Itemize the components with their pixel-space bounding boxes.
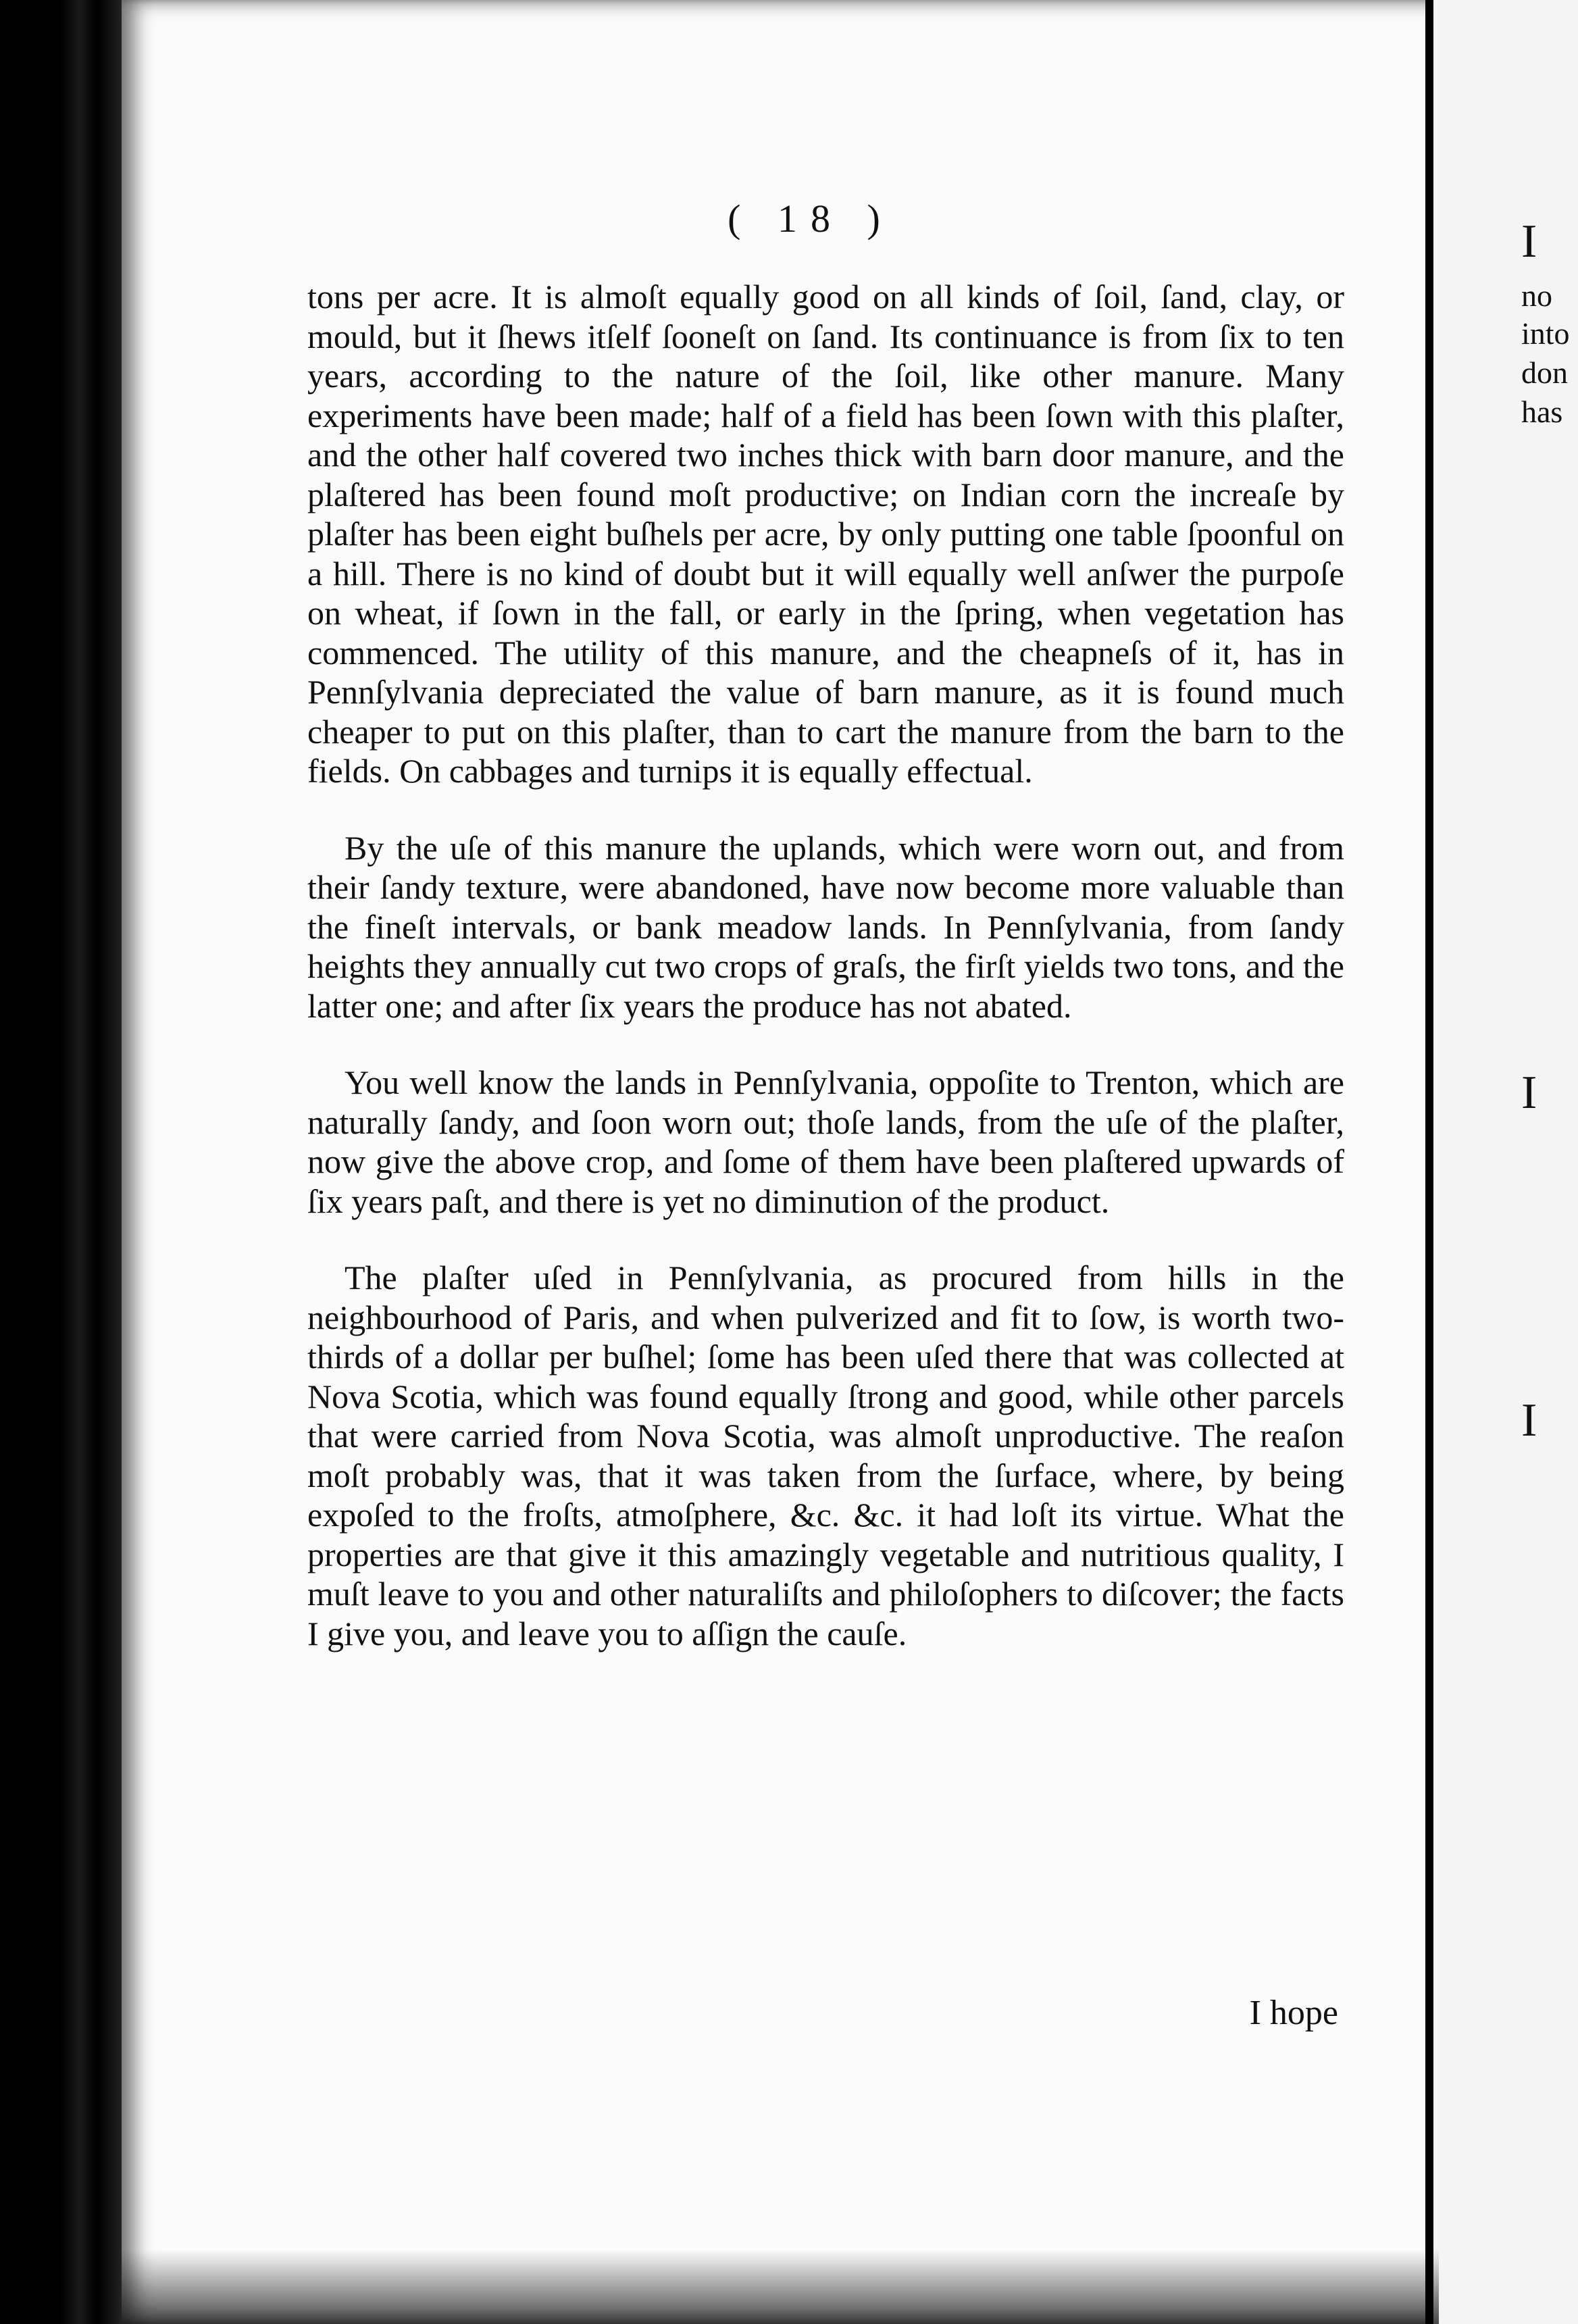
facing-page-fragment: no [1521,278,1552,313]
facing-page-fragment: I [1521,1394,1537,1446]
paragraph: You well know the lands in Pennſylvania, oppoſite to Trenton, which are naturally ſandy, and ſoon worn out; thoſe lands, from the uſe of the plaſter, now give the above crop, and ſome of them have been plaſtered upwards of ſix years paſt, and there is yet no diminution of the product. [307,1063,1344,1220]
paragraph: By the uſe of this manure the uplands, which were worn out, and from their ſandy texture, were abandoned, have now become more valuable than the fineſt intervals, or bank meadow lands. In Pennſylvania, from ſandy heights they annually cut two crops of graſs, the firſt yields two tons, and the latter one; and after ſix years the produce has not abated. [307,828,1344,1025]
page-number: ( 18 ) [728,197,894,241]
page-gutter [1425,0,1433,2324]
book-binding-edge [0,0,122,2324]
paragraph: The plaſter uſed in Pennſylvania, as procured from hills in the neighbourhood of Paris, and when pulverized and fit to ſow, is worth two-thirds of a dollar per buſhel; ſome has been uſed there that was collected at Nova Scotia, which was found equally ſtrong and good, while other parcels that were carried from Nova Scotia, was almoſt unproductive. The reaſon moſt probably was, that it was taken from the ſurface, where, by being expoſed to the froſts, atmoſphere, &c. &c. it had loſt its virtue. What the properties are that give it this amazingly vegetable and nutritious quality, I muſt leave to you and other naturaliſts and philoſophers to diſcover; the facts I give you, and leave you to aſſign the cauſe. [307,1259,1344,1652]
facing-page-fragment: I [1521,216,1537,268]
facing-page-fragment: into [1521,316,1570,351]
facing-page-edge [1433,0,1578,2324]
facing-page-fragment: I [1521,1067,1537,1119]
catchword: I hope [1249,1994,1338,2032]
body-text [307,277,1344,1690]
facing-page-fragment: don [1521,355,1568,390]
facing-page-fragment: has [1521,395,1563,429]
page-bottom-shadow [122,2250,1439,2324]
paragraph: tons per acre. It is almoſt equally good on all kinds of ſoil, ſand, clay, or mould, but it ſhews itſelf ſooneſt on ſand. Its continuance is from ſix to ten years, according to the nature of the ſoil, like other manure. Many experiments have been made; half of a field has been ſown with this plaſter, and the other half covered two inches thick with barn door manure, and the plaſtered has been found moſt productive; on Indian corn the increaſe by plaſter has been eight buſhels per acre, by only putting one table ſpoonful on a hill. There is no kind of doubt but it will equally well anſwer the purpoſe on wheat, if ſown in the fall, or early in the ſpring, when vegetation has commenced. The utility of this manure, and the cheapneſs of it, has in Pennſylvania depreciated the value of barn manure, as it is found much cheaper to put on this plaſter, than to cart the manure from the barn to the fields. On cabbages and turnips it is equally effectual. [307,278,1344,790]
